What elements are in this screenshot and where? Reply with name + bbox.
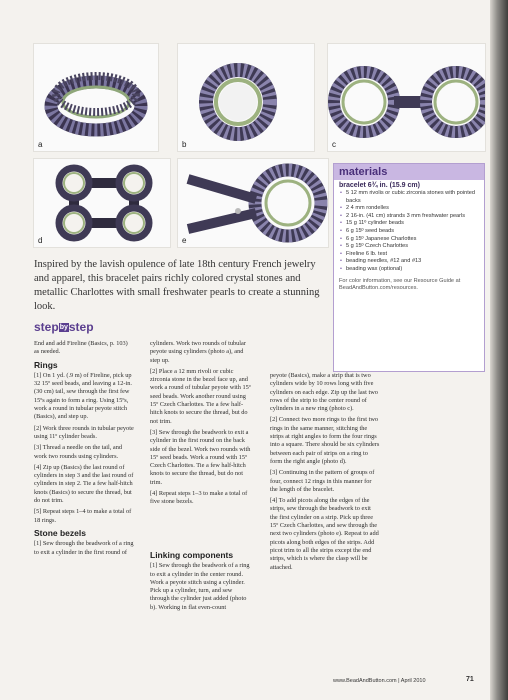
column-3 bbox=[270, 372, 380, 575]
photo-label: a bbox=[38, 140, 43, 149]
photo-label: d bbox=[38, 236, 43, 245]
photo-d bbox=[33, 158, 171, 248]
bezel-ring-image bbox=[178, 44, 314, 151]
footer-url: www.BeadAndButton.com | April 2010 bbox=[333, 678, 426, 684]
paragraph: [2] Work three rounds in tubular peyote using 11º cylinder beads. bbox=[34, 424, 134, 440]
materials-list bbox=[334, 190, 484, 274]
material-item: • 6 g 15º Japanese Charlottes bbox=[346, 236, 480, 244]
section-heading: Linking components bbox=[150, 550, 234, 560]
paragraph: [2] Connect two more rings to the first two rings in the same manner, stitching the strips at right angles to form the four rings into a square. There should be six cylinders between each pair of strips on a ring to form the right angle (photo d). bbox=[270, 416, 380, 465]
photo-b bbox=[177, 43, 315, 152]
photo-e bbox=[177, 158, 329, 248]
paragraph: peyote (Basics), make a strip that is two cylinders wide by 10 rows long with five cylinders on each edge. Zip up the last two rows of the strip to the center round of cylinders in a new ring (photo c). bbox=[270, 372, 378, 413]
paragraph: End and add Fireline (Basics, p. 103) as needed. bbox=[34, 340, 128, 356]
paragraph: [3] Thread a needle on the tail, and work two rounds using cylinders. bbox=[34, 444, 123, 460]
by-word: by bbox=[59, 324, 68, 332]
paragraph: [3] Continuing in the pattern of groups of four, connect 12 rings in this manner for the length of the bracelet. bbox=[270, 469, 375, 493]
paragraph: [1] Sew through the beadwork of a ring to exit a cylinder in the first round of bbox=[34, 540, 134, 556]
paragraph: [2] Place a 12 mm rivoli or cubic zirconia stone in the bezel face up, and work a round of tubular peyote with 15º seed beads. Work another round using 15º Czech Charlottes. Tie a few half-hitch knots to secure the thread, but do not trim. bbox=[150, 367, 251, 425]
column-2-lower bbox=[150, 547, 253, 615]
material-item: • 15 g 11º cylinder beads bbox=[346, 220, 480, 228]
material-item: • 5 g 15º Czech Charlottes bbox=[346, 243, 480, 251]
photo-label: b bbox=[182, 140, 187, 149]
material-item: • Fireline 6 lb. test bbox=[346, 251, 480, 259]
paragraph: [5] Repeat steps 1–4 to make a total of 18 rings. bbox=[34, 508, 132, 524]
step-word: step bbox=[34, 320, 59, 334]
material-item: • beading needles, #12 and #13 bbox=[346, 258, 480, 266]
paragraph: cylinders. Work two rounds of tubular peyote using cylinders (photo a), and step up. bbox=[150, 340, 246, 364]
photo-label: e bbox=[182, 236, 187, 245]
photo-label: c bbox=[332, 140, 336, 149]
paragraph: [1] On 1 yd. (.9 m) of Fireline, pick up 32 15º seed beads, and leaving a 12-in. (30 cm) tail, sew through the first few 15ºs again to form a ring. Using 15ºs, work a round in tubular peyote stitch (Basics), and step up. bbox=[34, 371, 132, 421]
bracelet-detail-image bbox=[178, 159, 328, 247]
step-by-step-heading bbox=[34, 320, 94, 334]
section-heading: Stone bezels bbox=[34, 527, 86, 538]
material-item: • 2 4 mm rondelles bbox=[346, 205, 480, 213]
paragraph: [4] Repeat steps 1–3 to make a total of five stone bezels. bbox=[150, 490, 248, 506]
material-item: • beading wax (optional) bbox=[346, 266, 480, 274]
material-item: • 2 16-in. (41 cm) strands 3 mm freshwater pearls bbox=[346, 213, 480, 221]
intro-paragraph: Inspired by the lavish opulence of late 18th century French jewelry and apparel, this bracelet pairs richly colored crystal stones and metallic Charlottes with small freshwater pearls to create a stunning look. bbox=[34, 259, 320, 312]
photo-a bbox=[33, 43, 159, 152]
book-binding bbox=[490, 0, 508, 700]
materials-heading: materials bbox=[334, 164, 484, 180]
material-item: • 6 g 15º seed beads bbox=[346, 228, 480, 236]
material-item: • 5 12 mm rivolis or cubic zirconia stones with pointed backs bbox=[346, 190, 480, 205]
step-word: step bbox=[68, 320, 94, 334]
linked-bezels-image bbox=[328, 44, 485, 151]
paragraph: [3] Sew through the beadwork to exit a cylinder in the first round on the back side of the bezel. Work two rounds with 15º seed beads. Work a round with 15º Czech Charlottes. Tie a few half-hitch knots to secure the thread, but do not trim. bbox=[150, 428, 251, 486]
column-2 bbox=[150, 340, 253, 510]
materials-box bbox=[333, 163, 485, 372]
photo-c bbox=[327, 43, 486, 152]
paragraph: [4] To add picots along the edges of the strips, sew through the beadwork to exit the first cylinder on a strip. Pick up three 15º Czech Charlottes, and sew through the next two cylinders (photo e). Repeat to add picots along both edges of the strips. Add picot trim to all the strips except the end strips, which is where the clasp will be attached. bbox=[270, 497, 379, 571]
square-of-rings-image bbox=[34, 159, 170, 247]
section-heading: Rings bbox=[34, 359, 58, 370]
paragraph: [1] Sew through the beadwork of a ring to exit a cylinder in the center round. Work a peyote stitch using a cylinder. Pick up a cylinder, turn, and sew through the cylinder just added (photo b). Working in flat even-count bbox=[150, 562, 250, 611]
column-1 bbox=[34, 340, 134, 560]
paragraph: [4] Zip up (Basics) the last round of cylinders in step 3 and the last round of cylinders in step 2. Tie a few half-hitch knots (Basics) to secure the thread, but do not trim. bbox=[34, 463, 134, 505]
materials-subheading: bracelet 6¾ in. (15.9 cm) bbox=[339, 182, 420, 189]
beaded-cuff-image bbox=[34, 44, 158, 151]
color-info-note: For color information, see our Resource Guide at BeadAndButton.com/resources. bbox=[339, 277, 461, 292]
page-number: 71 bbox=[466, 676, 474, 683]
